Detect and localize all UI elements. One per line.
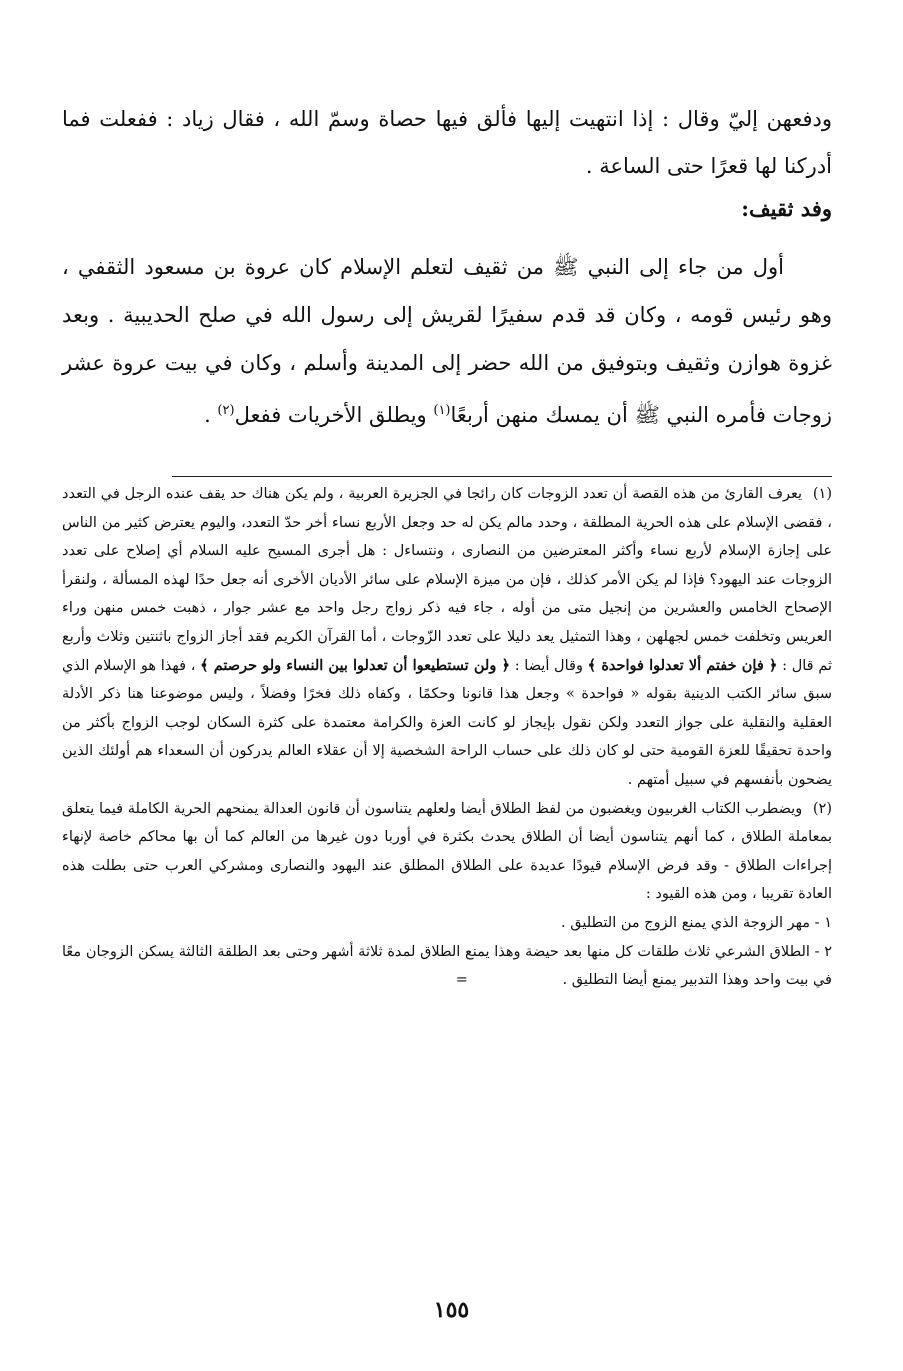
intro-paragraph bbox=[62, 96, 832, 190]
footnote-ref-1[interactable]: (١) bbox=[433, 403, 451, 418]
page-number: ١٥٥ bbox=[433, 1297, 470, 1323]
quran-quote: ﴿ فإن خفتم ألا تعدلوا فواحدة ﴾ bbox=[587, 656, 778, 674]
footnote-number: (٢) bbox=[812, 800, 833, 817]
delegation-end: ويطلق الأخريات ففعل bbox=[234, 403, 434, 427]
footnote-divider bbox=[172, 476, 832, 477]
footnote-number: (١) bbox=[812, 486, 833, 502]
continuation-mark: = bbox=[455, 972, 468, 989]
book-page bbox=[62, 0, 832, 1371]
restriction-item: ١ - مهر الزوجة الذي يمنع الزوج من التطليق . bbox=[561, 914, 832, 931]
delegation-paragraph bbox=[62, 243, 832, 439]
footnote-text: يعرف القارئ من هذه القصة أن تعدد الزوجات كان رائجا في الجزيرة العربية ، ولم يكن هناك حد يقف عنده الرجل في التعدد ، فقضى الإسلام على هذه الحرية المطلقة ، وحدد مالم يكن له حد وجعل الأربع نساء أخر حدّ التعدد، واليوم يعترض كثير من الناس على إجازة الإسلام لأربع نساء وأكثر المعترضين من النصارى ، ونتساءل : هل أجرى المسيح عليه السلام أي إصلاح على تعدد الزوجات عند اليهود؟ فإذا لم يكن الأمر كذلك ، فإن من ميزة الإسلام على سائر الأديان الأخرى أنه جعل حدًا لهذه المسألة ، ولنقرأ الإصحاح الخامس والعشرين من إنجيل متى من أوله ، جاء فيه ذكر زواج رجل واحد مع عشر جوار ، ذهبت خمس منهن وراء العريس وتخلفت خمس لجهلهن ، وهذا التمثيل يعد دليلا على تعدد الزّوجات ، أما القرآن الكريم فقد أجاز الزواج باثنتين وثلاث وأربع ثم قال : bbox=[62, 486, 833, 674]
footnote-text: ، فهذا هو الإسلام الذي سبق سائر الكتب الدينية بقوله « فواحدة » وجعل هذا قانونا وحكمًا ، وكفاه ذلك فخرًا وفضلاً ، وليس موضوعنا هنا ذكر الأدلة العقلية والنقلية على جواز التعدد ولكن نقول بإيجاز لو كانت العزة والكرامة معتمدة على كثرة السكان لوجب الزواج بأكثر من واحدة تحقيقًا للعزة القومية حتى لو كان ذلك على حساب الراحة الشخصية إلا أن عقلاء العالم يدركون أن السعداء هم أولئك الذين يضحون بأنفسهم في سبيل أمتهم . bbox=[62, 657, 832, 788]
delegation-text: أول من جاء إلى النبي ﷺ من ثقيف لتعلم الإسلام كان عروة بن مسعود الثقفي ، وهو رئيس قومه ، وكان قد قدم سفيرًا لقريش إلى رسول الله في صلح الحديبية . وبعد غزوة هوازن وثقيف وبتوفيق من الله حضر إلى المدينة وأسلم ، وكان في بيت عروة عشر زوجات فأمره النبي ﷺ أن يمسك منهن أربعًا bbox=[62, 255, 832, 427]
restriction-item: ٢ - الطلاق الشرعي ثلاث طلقات كل منها بعد حيضة وهذا يمنع الطلاق لمدة ثلاثة أشهر وحتى بعد الطلقة الثالثة يسكن الزوجان معًا في بيت واحد وهذا التدبير يمنع أيضا التطليق . = bbox=[62, 943, 832, 989]
footnote-text: وقال أيضا : bbox=[509, 657, 588, 674]
footnote-text: ويضطرب الكتاب الغربيون ويغضبون من لفظ الطلاق أيضا ولعلهم يتناسون أن قانون العدالة يمنحهم الحرية الكاملة فيما يتعلق بمعاملة الطلاق ، كما أنهم يتناسون أيضا أن الطلاق يحدث بكثرة في أوربا دون غيرها من العالم كما أن بها محاكم خاصة لإنهاء إجراءات الطلاق - وقد فرض الإسلام قيودًا عديدة على الطلاق المطلق عند اليهود والنصارى ومشركي العرب حتى بطلت هذه العادة تقريبا ، ومن هذه القيود : bbox=[62, 800, 832, 903]
footnotes bbox=[62, 480, 832, 995]
quran-quote: ﴿ ولن تستطيعوا أن تعدلوا بين النساء ولو حرصتم ﴾ bbox=[200, 656, 510, 674]
delegation-stop: . bbox=[204, 403, 218, 427]
intro-text: ودفعهن إليّ وقال : إذا انتهيت إليها فألق فيها حصاة وسمّ الله ، فقال زياد : ففعلت فما أدركنا لها قعرًا حتى الساعة . bbox=[62, 107, 832, 178]
footnote-2 bbox=[62, 795, 832, 909]
section-heading: وفد ثقيف: bbox=[741, 196, 832, 221]
footnote-1 bbox=[62, 480, 832, 795]
footnote-ref-2[interactable]: (٢) bbox=[217, 403, 235, 418]
